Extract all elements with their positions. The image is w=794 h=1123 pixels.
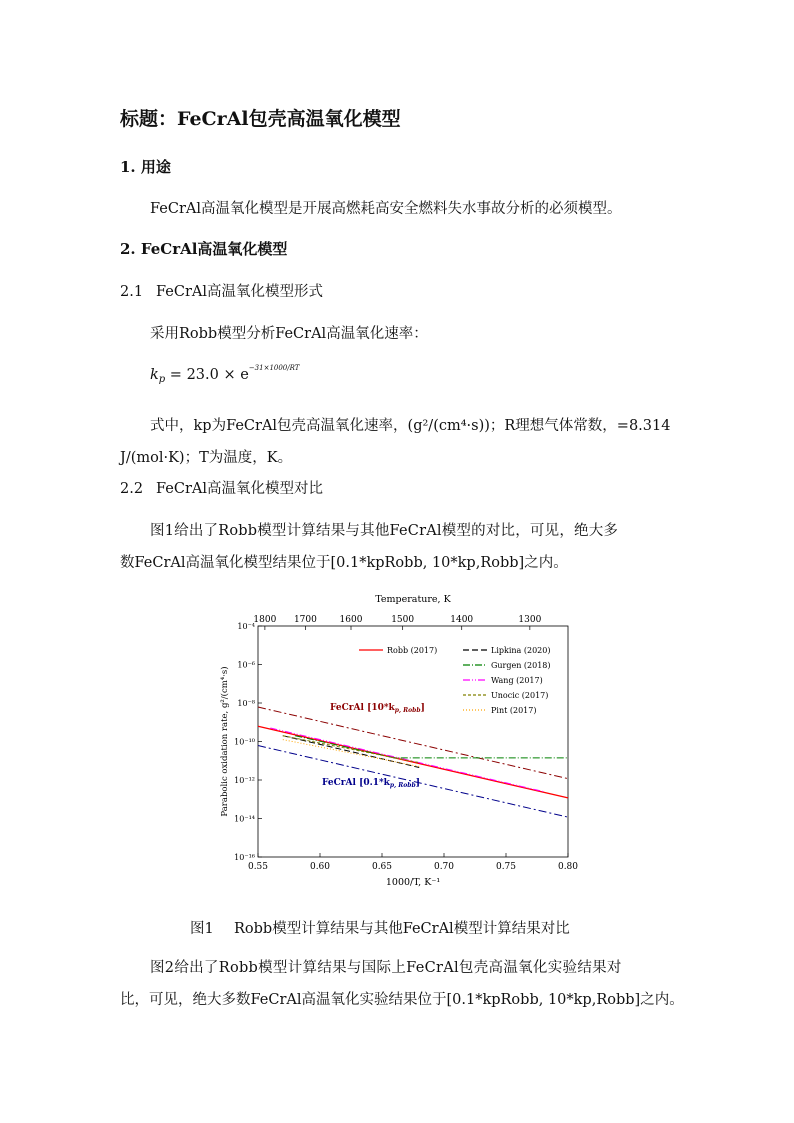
legend-label: Gurgen (2018) xyxy=(491,661,551,670)
section-2-2-line-2: 数FeCrAl高温氧化模型结果位于[0.1*kpRobb, 10*kp,Robb]之内。 xyxy=(120,555,568,571)
annotation-lower-subscript: p, Robb xyxy=(389,782,416,789)
y-tick-label: 10⁻⁴ xyxy=(237,622,255,631)
definition-line-2: J/(mol·K)；T为温度，K。 xyxy=(120,450,293,466)
figure-1-caption xyxy=(190,917,570,938)
section-2-1-paragraph: 采用Robb模型分析FeCrAl高温氧化速率： xyxy=(150,326,428,342)
top-tick-label: 1600 xyxy=(339,615,363,625)
section-2-1-number: 2.1 xyxy=(120,284,144,300)
section-2-2-line-1: 图1给出了Robb模型计算结果与其他FeCrAl模型的对比，可见，绝大多 xyxy=(150,523,619,539)
y-axis-label: Parabolic oxidation rate, g²/(cm⁴·s) xyxy=(220,666,230,817)
section-2-2-heading xyxy=(120,477,323,498)
section-1-heading: 1. 用途 xyxy=(120,158,171,176)
annotation-lower-band: FeCrAl $[0.1*k_{p, Robb}]$ xyxy=(322,778,420,789)
x-tick-label: 0.60 xyxy=(309,862,331,872)
y-tick-label: 10⁻⁶ xyxy=(237,660,255,670)
legend-label: Robb (2017) xyxy=(387,646,438,655)
y-tick-label: 10⁻⁸ xyxy=(237,699,255,708)
legend-label: Unocic (2017) xyxy=(491,691,549,700)
oxidation-rate-equation xyxy=(150,364,299,385)
section-2-1-title: FeCrAl高温氧化模型形式 xyxy=(156,284,323,300)
top-tick-label: 1500 xyxy=(391,615,415,625)
top-tick-label: 1700 xyxy=(293,615,317,625)
top-tick-label: 1400 xyxy=(450,615,474,625)
section-1-paragraph: FeCrAl高温氧化模型是开展高燃耗高安全燃料失水事故分析的必须模型。 xyxy=(150,201,622,217)
top-tick-label: 1300 xyxy=(518,615,542,625)
equation-rhs: = 23.0 × e xyxy=(165,367,249,383)
figure-1-caption-text: Robb模型计算结果与其他FeCrAl模型计算结果对比 xyxy=(234,921,570,937)
legend-label: Wang (2017) xyxy=(491,676,543,685)
annotation-upper-close: ] xyxy=(420,703,425,713)
figure-1-chart xyxy=(213,589,580,895)
y-tick-label: 10⁻¹² xyxy=(234,776,255,785)
x-axis-label: 1000/T, K⁻¹ xyxy=(385,877,441,888)
top-tick-label: 1800 xyxy=(253,615,277,625)
x-tick-label: 0.75 xyxy=(495,862,517,872)
legend-label: Pint (2017) xyxy=(491,706,537,715)
y-tick-label: 10⁻¹⁴ xyxy=(234,814,255,824)
annotation-lower-close: ] xyxy=(415,778,420,788)
figure-1-number: 图1 xyxy=(190,921,214,937)
section-2-1-heading xyxy=(120,280,323,301)
legend-label: Lipkina (2020) xyxy=(491,646,551,655)
document-title: 标题：FeCrAl包壳高温氧化模型 xyxy=(120,108,401,130)
section-2-heading: 2. FeCrAl高温氧化模型 xyxy=(120,240,288,258)
x-tick-label: 0.65 xyxy=(371,862,393,872)
x-tick-label: 0.70 xyxy=(433,862,455,872)
x-tick-label: 0.55 xyxy=(247,862,269,872)
section-2-2-title: FeCrAl高温氧化模型对比 xyxy=(156,481,323,497)
equation-lhs: k xyxy=(150,367,159,383)
figure-2-paragraph-line-1: 图2给出了Robb模型计算结果与国际上FeCrAl包壳高温氧化实验结果对 xyxy=(150,960,622,976)
annotation-upper-band: FeCrAl $[10*k_{p, Robb}]$ xyxy=(330,703,425,714)
figure-2-paragraph-line-2: 比，可见，绝大多数FeCrAl高温氧化实验结果位于[0.1*kpRobb, 10*kp,Robb]之内。 xyxy=(120,992,684,1008)
x-tick-label: 0.80 xyxy=(557,862,579,872)
y-tick-label: 10⁻¹⁶ xyxy=(234,853,255,862)
definition-line-1: 式中，kp为FeCrAl包壳高温氧化速率，(g²/(cm⁴·s))；R理想气体常数，=8.314 xyxy=(150,418,671,434)
annotation-upper-subscript: p, Robb xyxy=(394,707,421,714)
oxidation-rate-chart xyxy=(213,589,580,895)
equation-exponent: −31×1000/RT xyxy=(248,364,300,372)
y-tick-label: 10⁻¹⁰ xyxy=(234,737,255,747)
equation-lhs-subscript: p xyxy=(158,374,166,385)
top-axis-label: Temperature, K xyxy=(375,594,451,605)
section-2-2-number: 2.2 xyxy=(120,481,144,497)
